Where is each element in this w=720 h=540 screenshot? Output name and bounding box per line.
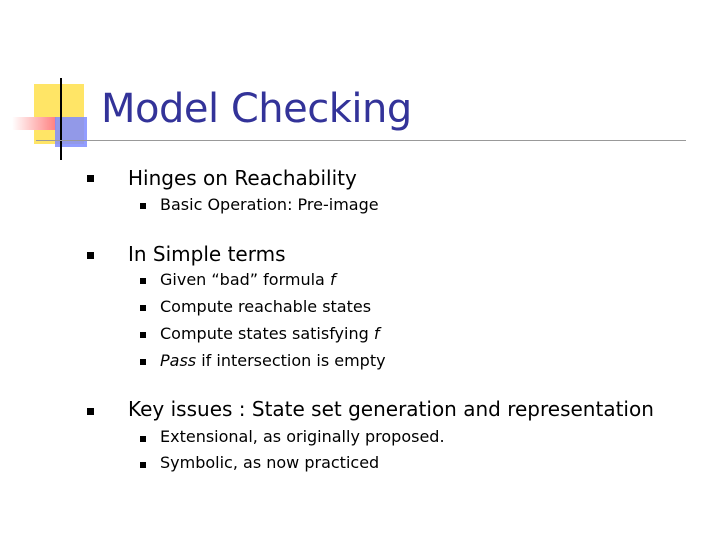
sub-bullet-basic-operation: Basic Operation: Pre-image (160, 195, 379, 214)
bullet-marker (87, 252, 94, 259)
pass-word: Pass (160, 351, 197, 370)
bullet-marker (87, 408, 94, 415)
sub-bullet-symbolic: Symbolic, as now practiced (160, 453, 380, 472)
sub-bullet-pass-if-empty (160, 351, 386, 370)
bullet-hinges-on-reachability: Hinges on Reachability (128, 166, 357, 190)
slide-title: Model Checking (101, 86, 412, 132)
deco-red-bar (12, 117, 56, 130)
sub-bullet-text: Given “bad” formula (160, 270, 330, 289)
formula-symbol: f (373, 324, 380, 343)
sub-bullet-extensional: Extensional, as originally proposed. (160, 427, 445, 446)
sub-bullet-marker (140, 436, 146, 442)
sub-bullet-marker (140, 278, 146, 284)
sub-bullet-marker (140, 332, 146, 338)
sub-bullet-compute-satisfying (160, 324, 379, 343)
bullet-key-issues: Key issues : State set generation and representation (128, 397, 654, 421)
sub-bullet-given-bad-formula (160, 270, 336, 289)
sub-bullet-marker (140, 359, 146, 365)
sub-bullet-marker (140, 462, 146, 468)
deco-vertical-line (60, 78, 62, 160)
sub-bullet-compute-reachable: Compute reachable states (160, 297, 372, 316)
sub-bullet-text: if intersection is empty (196, 351, 386, 370)
deco-horizontal-rule (36, 140, 686, 141)
formula-symbol: f (329, 270, 336, 289)
bullet-in-simple-terms: In Simple terms (128, 242, 286, 266)
sub-bullet-text: Compute states satisfying (160, 324, 374, 343)
sub-bullet-marker (140, 203, 146, 209)
sub-bullet-marker (140, 305, 146, 311)
bullet-marker (87, 175, 94, 182)
